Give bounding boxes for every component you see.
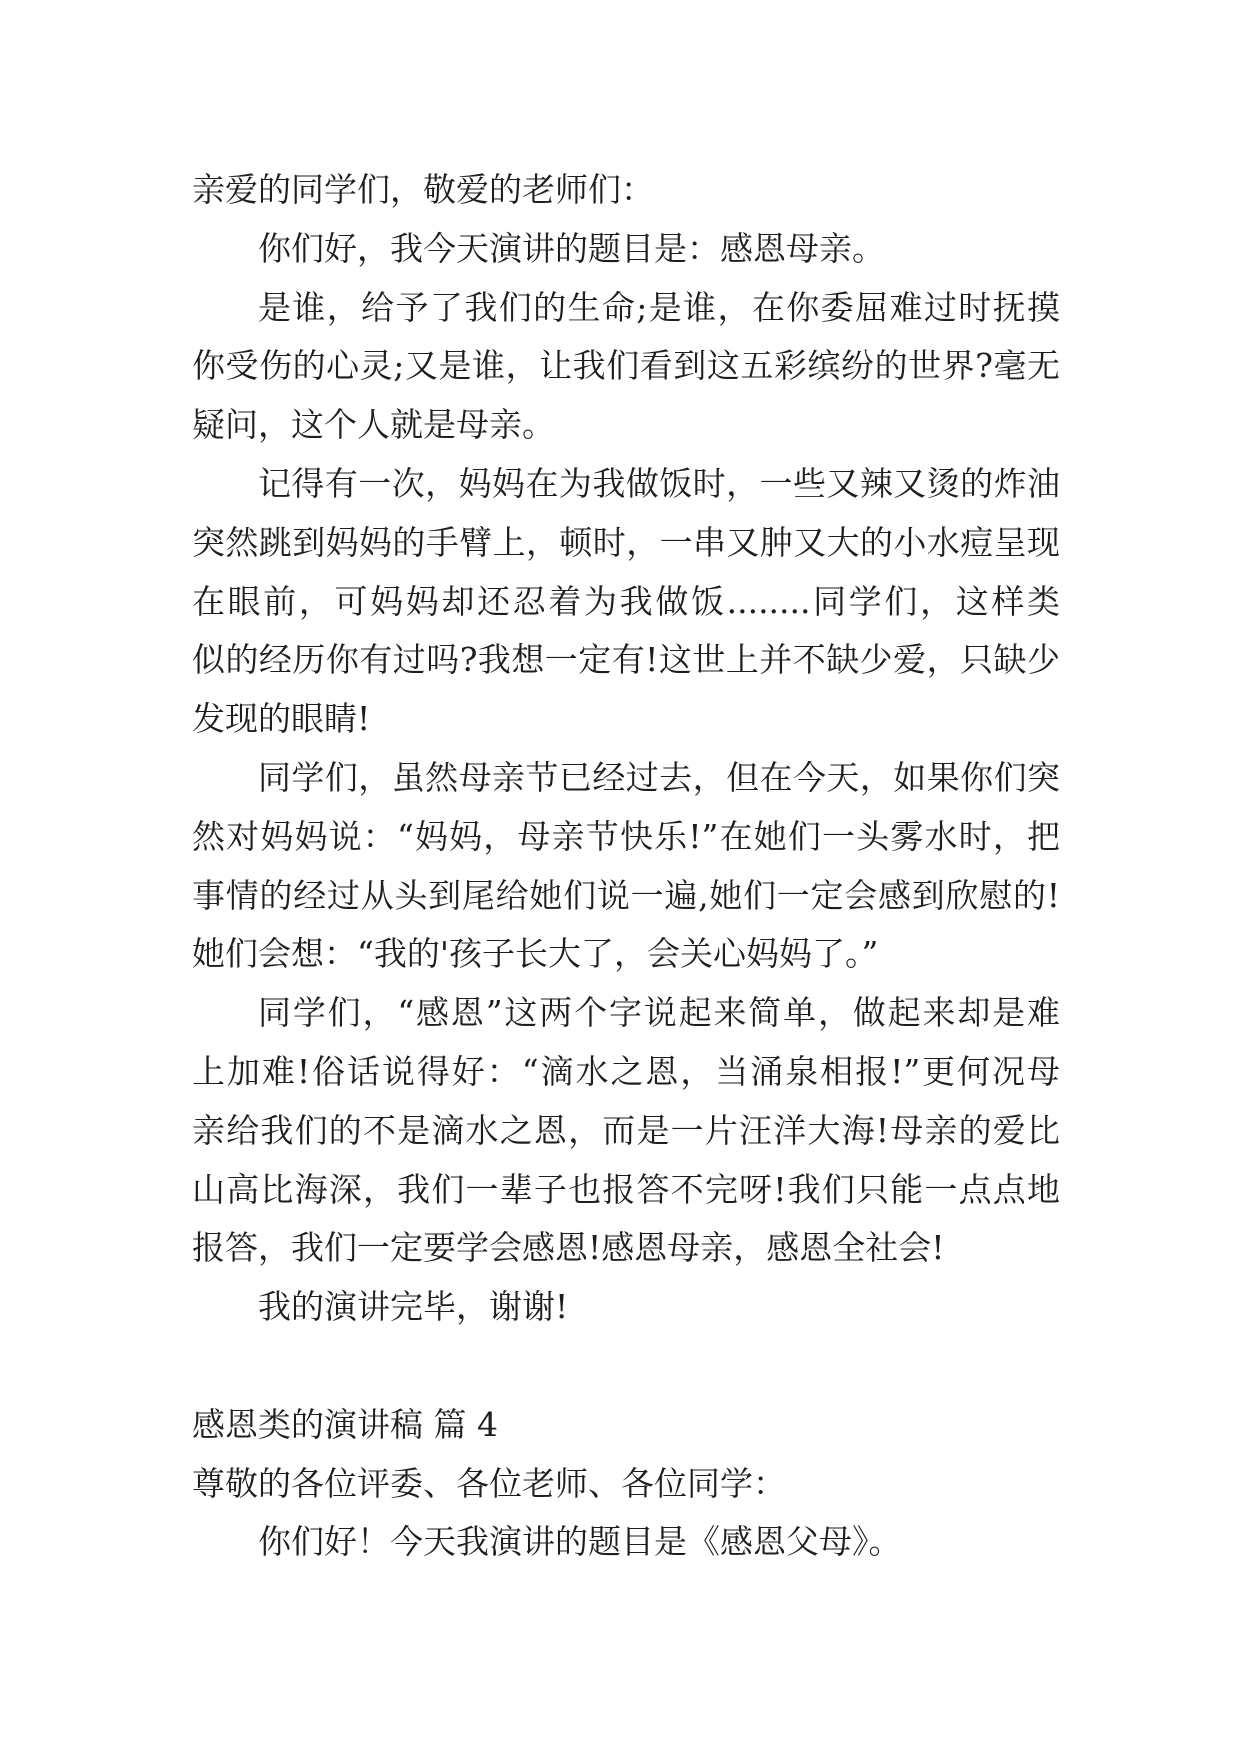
paragraph [192,220,1060,279]
text-line: 是谁，给予了我们的生命;是谁，在你委屈难过时抚摸 [258,287,1060,327]
paragraph [192,1278,1060,1337]
text-line: 我的演讲完毕，谢谢! [258,1287,569,1327]
text-line: 你们好！今天我演讲的题目是《感恩父母》。 [258,1522,902,1562]
text-line: 突然跳到妈妈的手臂上，顿时，一串又肿又大的小水痘呈现 [192,522,1060,562]
text-line: 似的经历你有过吗?我想一定有!这世上并不缺少爱，只缺少 [192,640,1060,680]
text-line: 然对妈妈说：“妈妈，母亲节快乐!”在她们一头雾水时，把 [192,816,1060,856]
blank-line [192,1337,1060,1396]
salutation: 尊敬的各位评委、各位老师、各位同学： [192,1463,786,1503]
text-line: 同学们，“感恩”这两个字说起来简单，做起来却是难 [258,993,1060,1033]
text-line: 亲给我们的不是滴水之恩，而是一片汪洋大海!母亲的爱比 [192,1110,1060,1150]
text-line: 你们好，我今天演讲的题目是：感恩母亲。 [258,228,885,268]
text-line: 她们会想：“我的'孩子长大了，会关心妈妈了。” [192,934,879,974]
paragraph [192,1513,1060,1572]
text-line: 山高比海深，我们一辈子也报答不完呀!我们只能一点点地 [192,1169,1060,1209]
text-line: 发现的眼睛! [192,699,371,739]
text-line: 在眼前，可妈妈却还忍着为我做饭........同学们，这样类 [192,581,1060,621]
paragraph [192,455,1060,749]
text-line: 记得有一次，妈妈在为我做饭时，一些又辣又烫的炸油 [258,463,1060,503]
text-line: 上加难!俗话说得好：“滴水之恩，当涌泉相报!”更何况母 [192,1051,1060,1091]
greeting: 亲爱的同学们，敬爱的老师们： [192,170,654,209]
paragraph [192,749,1060,984]
paragraph [192,984,1060,1278]
text-line: 同学们，虽然母亲节已经过去，但在今天，如果你们突 [258,757,1060,797]
text-line: 报答，我们一定要学会感恩!感恩母亲，感恩全社会! [192,1228,945,1268]
paragraph [192,279,1060,455]
text-line: 疑问，这个人就是母亲。 [192,405,555,445]
text-line: 事情的经过从头到尾给她们说一遍,她们一定会感到欣慰的! [192,875,1060,915]
text-line: 你受伤的心灵;又是谁，让我们看到这五彩缤纷的世界?毫无 [192,346,1060,386]
section-heading: 感恩类的演讲稿 篇 4 [192,1404,498,1444]
